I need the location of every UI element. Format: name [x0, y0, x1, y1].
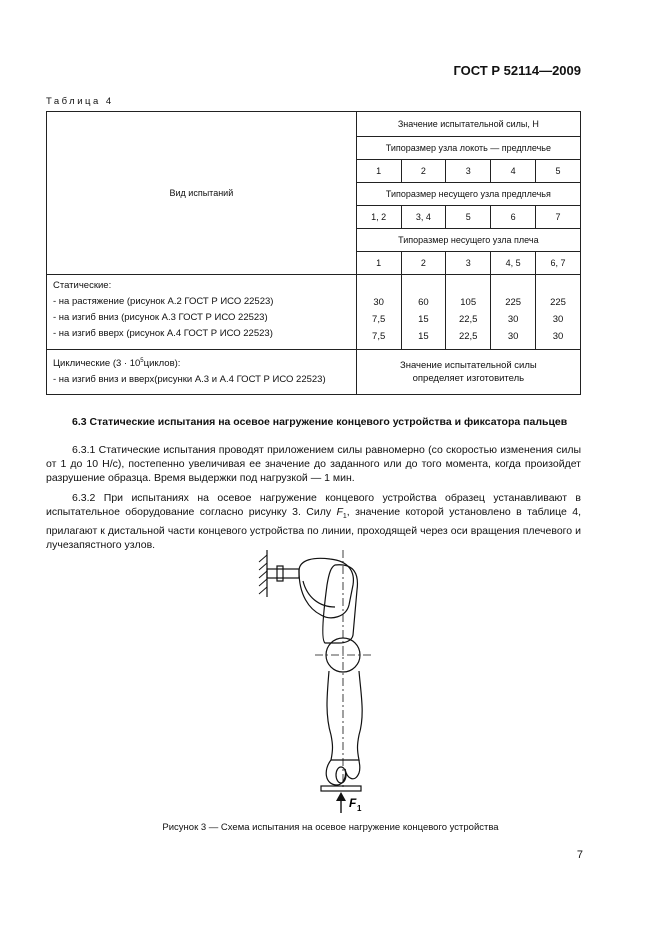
static-tests-cell: [47, 275, 357, 350]
table-cell: 30: [507, 331, 519, 342]
size3-value: 3: [446, 252, 491, 275]
static-row-label: - на растяжение (рисунок А.2 ГОСТ Р ИСО 22523): [53, 296, 274, 307]
force-header: Значение испытательной силы, Н: [356, 112, 580, 137]
table-cell: 225: [550, 297, 566, 308]
size3-label: Типоразмер несущего узла плеча: [356, 229, 580, 252]
size1-value: 2: [401, 160, 446, 183]
force-label: F: [349, 796, 357, 810]
force-arrow-head: [336, 792, 346, 801]
cyclic-row-label: - на изгиб вниз и вверх(рисунки А.3 и А.4 ГОСТ Р ИСО 22523): [53, 374, 326, 386]
size3-value: 6, 7: [536, 252, 581, 275]
load-plate: [321, 786, 361, 791]
upper-arm: [323, 565, 358, 643]
wall-hatch: [259, 555, 267, 594]
size2-value: 3, 4: [401, 206, 446, 229]
page-number: 7: [576, 849, 583, 861]
figure-test-scheme: [255, 545, 395, 815]
cyclic-title-post: циклов):: [143, 358, 181, 370]
static-row-label: - на изгиб вниз (рисунок А.3 ГОСТ Р ИСО 22523): [53, 312, 268, 323]
cyclic-value: Значение испытательной силы определяет изготовитель: [356, 350, 580, 395]
table-cell: 22,5: [458, 314, 478, 325]
p2-force-sub: 1: [342, 513, 347, 521]
table-cell: 60: [418, 297, 429, 308]
size1-label: Типоразмер узла локоть — предплечье: [356, 137, 580, 160]
col-header-test-type: Вид испытаний: [47, 112, 357, 275]
table-cell: 7,5: [372, 314, 386, 325]
table-cell: 105: [460, 297, 477, 308]
mount-clamp: [277, 566, 283, 581]
size2-label: Типоразмер несущего узла предплечья: [356, 183, 580, 206]
size3-value: 1: [356, 252, 401, 275]
table-cell: 30: [507, 314, 519, 325]
size3-value: 4, 5: [491, 252, 536, 275]
table-cell: 30: [552, 331, 564, 342]
size2-value: 5: [446, 206, 491, 229]
size1-value: 3: [446, 160, 491, 183]
paragraph-6-3-1: 6.3.1 Статические испытания проводят приложением силы равномерно (со скоростью изменения силы от 1 до 10 Н/с), постепенно увеличивая ее значение до заданного или до того момента, когда произойдет разрушение образца. Время выдержки под нагрузкой — 1 мин.: [46, 444, 581, 484]
table-cell: 30: [552, 314, 564, 325]
cyclic-title-exp: 5: [140, 358, 144, 364]
static-values-col-5: [536, 275, 581, 350]
static-values-col-1: [356, 275, 401, 350]
size2-value: 7: [536, 206, 581, 229]
size2-value: 6: [491, 206, 536, 229]
table-cell: 15: [418, 331, 429, 342]
p2-force-symbol: F: [336, 506, 343, 518]
static-values-col-4: [491, 275, 536, 350]
force-sub: 1: [357, 804, 362, 813]
table-cell: 30: [373, 297, 384, 308]
table-cell: 15: [418, 314, 429, 325]
figure-caption: Рисунок 3 — Схема испытания на осевое нагружение концевого устройства: [162, 822, 499, 833]
section-heading: 6.3 Статические испытания на осевое нагружение концевого устройства и фиксатора пальцев: [72, 416, 568, 428]
table-cell: 225: [505, 297, 522, 308]
size2-value: 1, 2: [356, 206, 401, 229]
paragraph-6-3-2: [46, 491, 581, 552]
document-id: ГОСТ Р 52114—2009: [453, 63, 581, 78]
table-cell: 22,5: [458, 331, 478, 342]
forearm: [327, 671, 362, 760]
p2-text-post: , значение которой установлено в таблице 4, прилагают к дистальной части концевого устройства по линии, проходящей через оси вращения плечевого и лучезапястного узлов.: [46, 506, 582, 552]
table-cell: 7,5: [372, 331, 386, 342]
static-values-col-3: [446, 275, 491, 350]
cyclic-tests-cell: [47, 350, 357, 395]
axis-lines: [315, 550, 371, 787]
static-values-col-2: [401, 275, 446, 350]
static-row-label: - на изгиб вверх (рисунок А.4 ГОСТ Р ИСО 22523): [53, 328, 273, 339]
size1-value: 1: [356, 160, 401, 183]
p2-text-pre: 6.3.2 При испытаниях на осевое нагружение концевого устройства образец устанавливают в испытательное оборудование согласно рисунку 3. Силу: [46, 492, 581, 518]
size3-value: 2: [401, 252, 446, 275]
static-title: Статические:: [53, 280, 112, 291]
cyclic-title-pre: Циклические (3 · 10: [53, 358, 141, 370]
test-force-table: [46, 111, 581, 395]
size1-value: 5: [536, 160, 581, 183]
terminal-hook: [345, 760, 360, 779]
size1-value: 4: [491, 160, 536, 183]
cyclic-title: [53, 353, 350, 372]
terminal-eye: [336, 767, 346, 783]
table-caption: Таблица 4: [46, 96, 114, 107]
